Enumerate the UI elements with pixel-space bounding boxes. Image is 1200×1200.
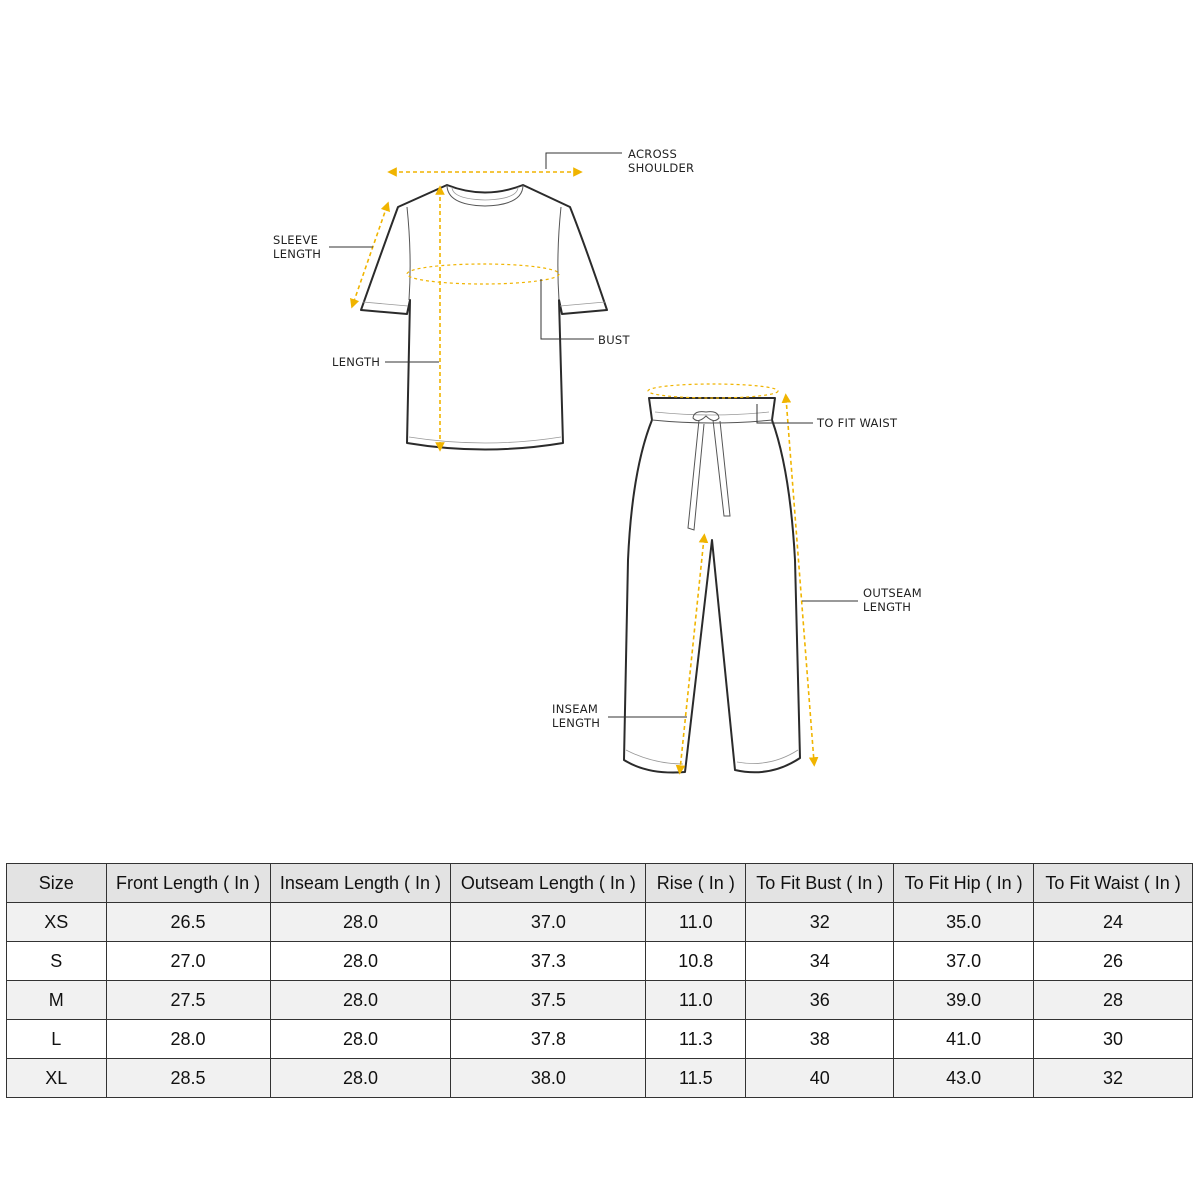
across-shoulder-label-2: SHOULDER — [628, 161, 695, 175]
table-cell: 28.0 — [270, 903, 451, 942]
table-cell: 11.5 — [646, 1059, 746, 1098]
table-cell: 28.0 — [270, 942, 451, 981]
table-cell: 26.5 — [106, 903, 270, 942]
table-cell: 35.0 — [894, 903, 1034, 942]
header-outseam-length: Outseam Length ( In ) — [451, 864, 646, 903]
table-cell: 37.0 — [451, 903, 646, 942]
table-cell: M — [7, 981, 107, 1020]
table-cell: 40 — [746, 1059, 894, 1098]
table-cell: 26 — [1034, 942, 1193, 981]
table-cell: 37.3 — [451, 942, 646, 981]
table-row — [7, 1059, 1193, 1098]
table-cell: 41.0 — [894, 1020, 1034, 1059]
table-cell: 24 — [1034, 903, 1193, 942]
table-cell: 28.0 — [270, 1020, 451, 1059]
table-header-row — [7, 864, 1193, 903]
inseam-length-label-1: INSEAM — [552, 702, 599, 716]
header-to-fit-waist: To Fit Waist ( In ) — [1034, 864, 1193, 903]
table-cell: 27.5 — [106, 981, 270, 1020]
table-cell: 39.0 — [894, 981, 1034, 1020]
across-shoulder-label-1: ACROSS — [628, 147, 678, 161]
table-cell: 38 — [746, 1020, 894, 1059]
size-chart-table — [6, 863, 1193, 1098]
trousers-illustration — [624, 398, 800, 773]
table-cell: 34 — [746, 942, 894, 981]
header-to-fit-bust: To Fit Bust ( In ) — [746, 864, 894, 903]
waist-measure — [648, 384, 778, 398]
table-row — [7, 903, 1193, 942]
outseam-length-label-2: LENGTH — [863, 600, 912, 614]
table-cell: 37.0 — [894, 942, 1034, 981]
table-row — [7, 981, 1193, 1020]
table-cell: 28 — [1034, 981, 1193, 1020]
inseam-length-label-2: LENGTH — [552, 716, 601, 730]
table-cell: 28.0 — [270, 981, 451, 1020]
table-cell: 11.0 — [646, 903, 746, 942]
table-cell: XL — [7, 1059, 107, 1098]
table-cell: 10.8 — [646, 942, 746, 981]
table-cell: 37.8 — [451, 1020, 646, 1059]
sleeve-length-label-2: LENGTH — [273, 247, 322, 261]
table-cell: XS — [7, 903, 107, 942]
outseam-length-label-1: OUTSEAM — [863, 586, 922, 600]
header-to-fit-hip: To Fit Hip ( In ) — [894, 864, 1034, 903]
trousers-body — [624, 398, 800, 773]
sleeve-length-label-1: SLEEVE — [273, 233, 319, 247]
table-row — [7, 942, 1193, 981]
length-label: LENGTH — [332, 355, 381, 369]
table-cell: 32 — [746, 903, 894, 942]
table-cell: 28.0 — [270, 1059, 451, 1098]
header-size: Size — [7, 864, 107, 903]
table-cell: 28.5 — [106, 1059, 270, 1098]
table-cell: 32 — [1034, 1059, 1193, 1098]
table-cell: 36 — [746, 981, 894, 1020]
to-fit-waist-label: TO FIT WAIST — [817, 416, 898, 430]
table-cell: 37.5 — [451, 981, 646, 1020]
table-cell: S — [7, 942, 107, 981]
table-cell: 27.0 — [106, 942, 270, 981]
table-cell: 28.0 — [106, 1020, 270, 1059]
tshirt-body — [361, 185, 607, 450]
bust-label: BUST — [598, 333, 630, 347]
header-front-length: Front Length ( In ) — [106, 864, 270, 903]
table-cell: 43.0 — [894, 1059, 1034, 1098]
table-cell: 30 — [1034, 1020, 1193, 1059]
table-cell: 11.3 — [646, 1020, 746, 1059]
table-cell: 38.0 — [451, 1059, 646, 1098]
table-cell: L — [7, 1020, 107, 1059]
tshirt-illustration — [361, 185, 607, 450]
table-row — [7, 1020, 1193, 1059]
header-inseam-length: Inseam Length ( In ) — [270, 864, 451, 903]
header-rise: Rise ( In ) — [646, 864, 746, 903]
table-cell: 11.0 — [646, 981, 746, 1020]
